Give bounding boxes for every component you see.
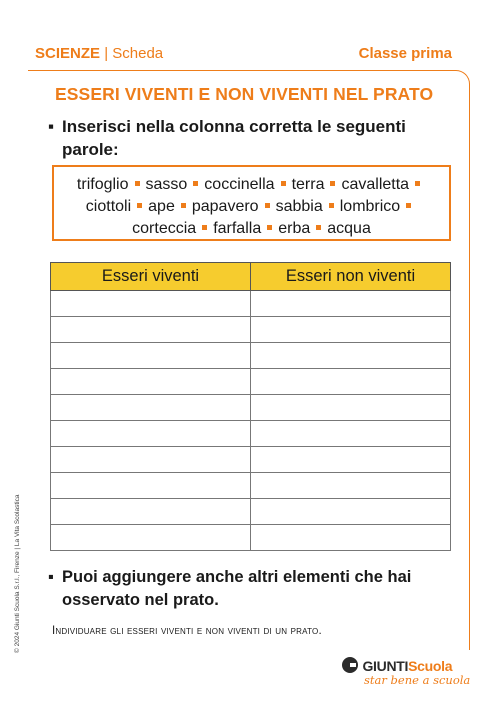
separator-square-icon [329,203,334,208]
non-living-cell[interactable] [251,525,451,551]
additional-note [48,566,458,612]
living-cell[interactable] [51,499,251,525]
living-cell[interactable] [51,525,251,551]
separator-square-icon [316,225,321,230]
word-item: terra [291,176,325,193]
note-line-2: osservato nel prato. [62,591,219,609]
grade-label: Classe prima [358,45,452,62]
living-cell[interactable] [51,317,251,343]
separator-square-icon [330,181,335,186]
word-item: papavero [191,198,259,215]
word-item: coccinella [204,176,275,193]
header-separator: | [104,45,109,62]
note-line-1: Puoi aggiungere anche altri elementi che hai [62,568,412,586]
logo-brand: GIUNTI [362,657,409,674]
word-item: acqua [327,220,371,237]
non-living-cell[interactable] [251,395,451,421]
table-row [51,447,451,473]
living-cell[interactable] [51,343,251,369]
table-row [51,369,451,395]
bullet-icon: ▪ [48,117,55,136]
table-row [51,291,451,317]
living-cell[interactable] [51,473,251,499]
learning-objective: Individuare gli esseri viventi e non viventi di un prato. [52,625,322,637]
non-living-cell[interactable] [251,369,451,395]
separator-square-icon [135,181,140,186]
living-cell[interactable] [51,369,251,395]
separator-square-icon [202,225,207,230]
word-item: lombrico [339,198,401,215]
classification-table [50,262,451,551]
non-living-cell[interactable] [251,473,451,499]
non-living-cell[interactable] [251,317,451,343]
subject-header [35,45,163,62]
word-item: ape [148,198,175,215]
giunti-g-icon [342,657,358,673]
logo-brand-accent: Scuola [408,657,453,674]
non-living-cell[interactable] [251,421,451,447]
separator-square-icon [193,181,198,186]
word-bank [52,165,451,241]
copyright-notice: © 2024 Giunti Scuola S.r.l., Firenze | La Vita Scolastica [14,494,21,653]
living-cell[interactable] [51,447,251,473]
table-row [51,421,451,447]
table-row [51,525,451,551]
non-living-cell[interactable] [251,499,451,525]
publisher-logo [342,657,470,687]
sheet-type-label: Scheda [112,45,164,62]
living-cell[interactable] [51,395,251,421]
logo-slogan: star bene a scuola [364,673,471,687]
word-item: sabbia [275,198,323,215]
column-header-non-living: Esseri non viventi [251,263,451,291]
separator-square-icon [181,203,186,208]
word-item: erba [278,220,311,237]
separator-square-icon [406,203,411,208]
separator-square-icon [415,181,420,186]
non-living-cell[interactable] [251,447,451,473]
instruction-line-1: Inserisci nella colonna corretta le seguenti [62,117,406,136]
non-living-cell[interactable] [251,343,451,369]
instruction [48,115,448,161]
living-cell[interactable] [51,291,251,317]
word-item: corteccia [132,220,197,237]
separator-square-icon [281,181,286,186]
column-header-living: Esseri viventi [51,263,251,291]
bullet-icon: ▪ [48,568,54,586]
subject-label: SCIENZE [35,45,101,62]
word-item: cavalletta [341,176,410,193]
word-item: sasso [145,176,188,193]
separator-square-icon [267,225,272,230]
word-item: ciottoli [85,198,132,215]
table-row [51,395,451,421]
word-item: farfalla [213,220,262,237]
living-cell[interactable] [51,421,251,447]
non-living-cell[interactable] [251,291,451,317]
instruction-line-2: parole: [62,140,119,159]
table-row [51,317,451,343]
word-item: trifoglio [76,176,129,193]
separator-square-icon [265,203,270,208]
table-header-row [51,263,451,291]
table-row [51,499,451,525]
separator-square-icon [137,203,142,208]
table-row [51,473,451,499]
page-title: ESSERI VIVENTI E NON VIVENTI NEL PRATO [55,84,434,104]
table-row [51,343,451,369]
